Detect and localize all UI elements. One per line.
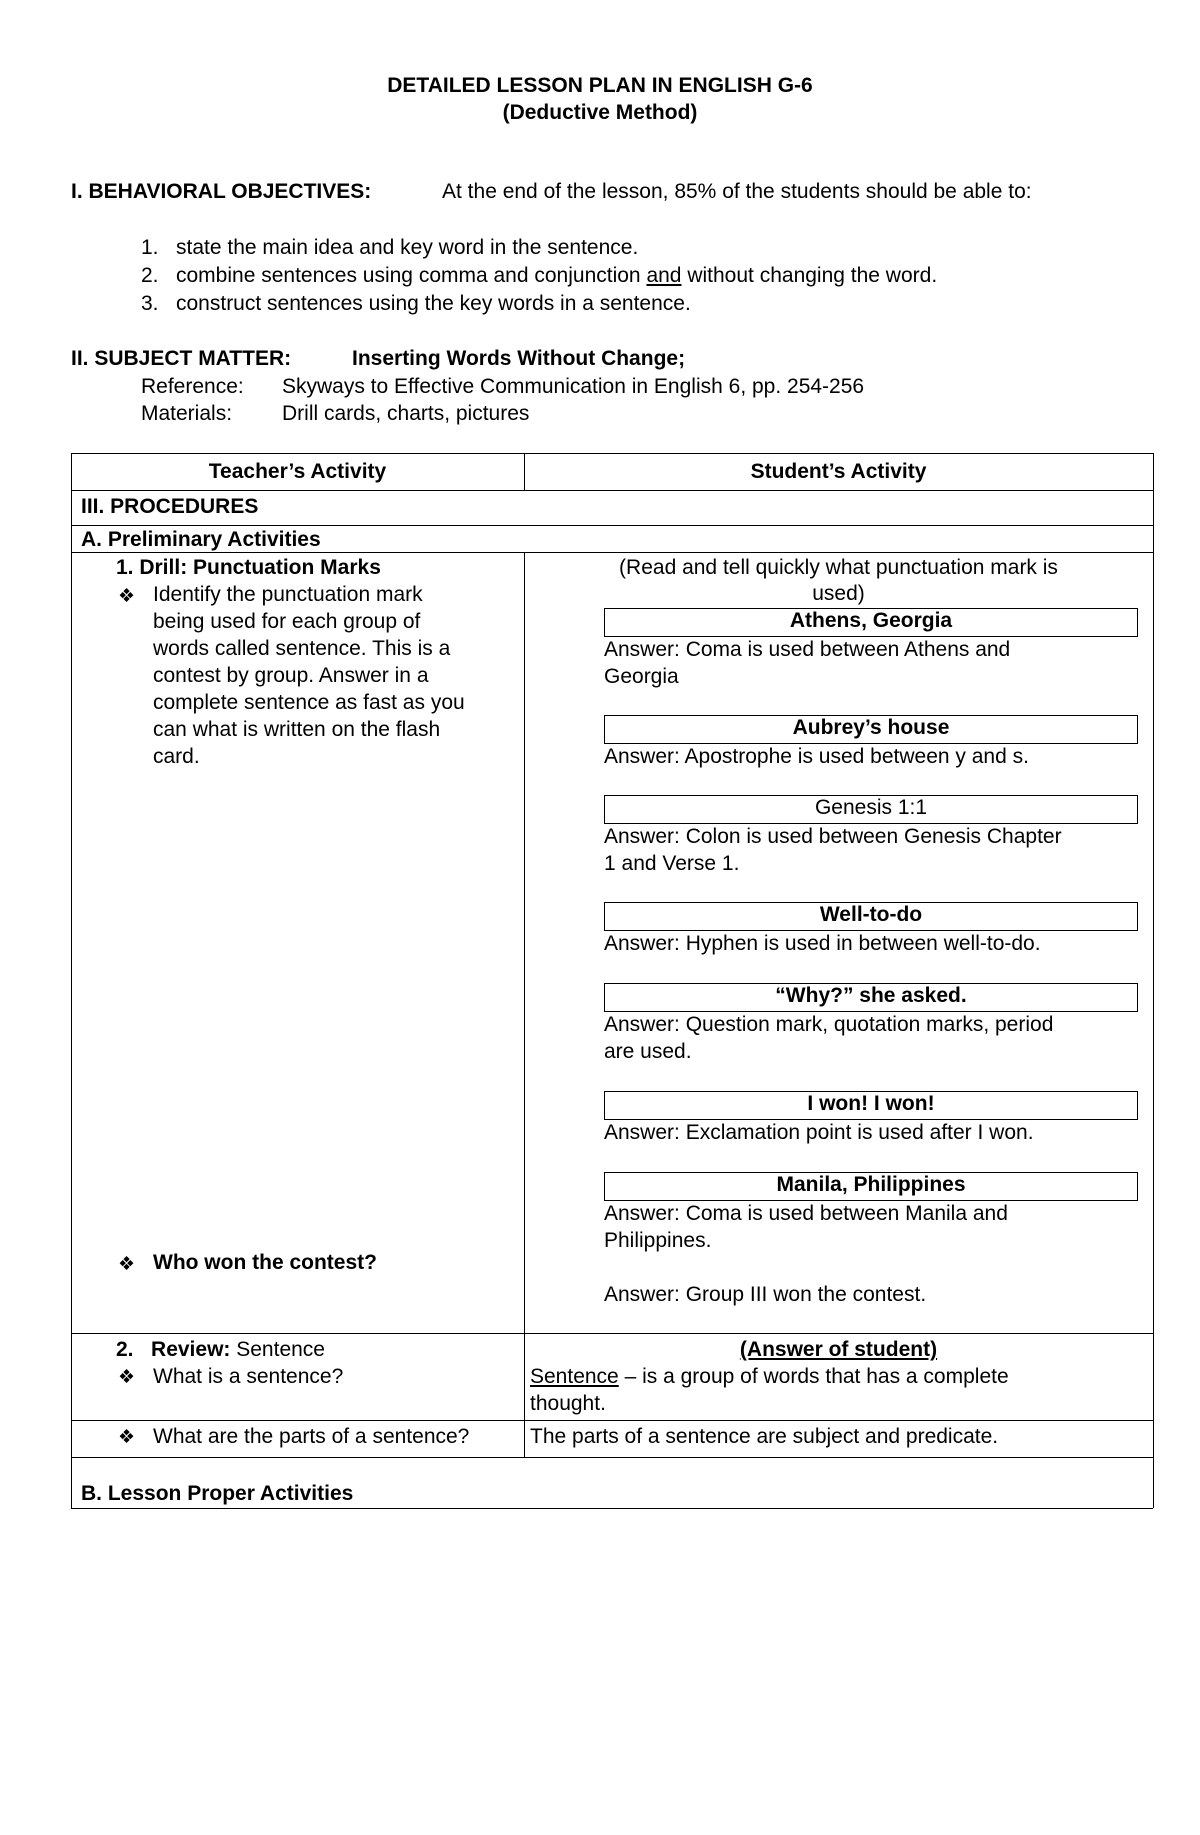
table-rule xyxy=(71,1508,1153,1509)
flash-card: Athens, Georgia xyxy=(604,608,1138,637)
table-rule xyxy=(71,1457,1153,1458)
reference-label: Reference: xyxy=(141,375,244,398)
card-answer: Answer: Coma is used between Manila and Philippines. xyxy=(604,1202,1008,1252)
card-answer: Answer: Question mark, quotation marks, period are used. xyxy=(604,1013,1054,1063)
materials-value: Drill cards, charts, pictures xyxy=(282,402,530,425)
table-rule xyxy=(71,1420,1153,1421)
flash-card: Genesis 1:1 xyxy=(604,795,1138,824)
card-answer: Answer: Hyphen is used in between well-to-do. xyxy=(604,932,1041,955)
objective-text: state the main idea and key word in the sentence. xyxy=(176,236,639,259)
reference-value: Skyways to Effective Communication in English 6, pp. 254-256 xyxy=(282,375,865,398)
flash-card: Manila, Philippines xyxy=(604,1172,1138,1201)
card-answer: Answer: Exclamation point is used after I won. xyxy=(604,1121,1034,1144)
table-rule xyxy=(524,552,525,1457)
activity-table xyxy=(71,453,1153,1508)
drill-question: Who won the contest? xyxy=(153,1251,377,1274)
review-answer: The parts of a sentence are subject and predicate. xyxy=(530,1425,999,1448)
column-header-student: Student’s Activity xyxy=(750,460,927,483)
objective-number: 1. xyxy=(141,236,159,259)
subject-matter-heading: II. SUBJECT MATTER: xyxy=(71,347,292,370)
objective-text: construct sentences using the key words in a sentence. xyxy=(176,292,691,315)
table-rule xyxy=(71,490,1153,491)
answer-header: (Answer of student) xyxy=(739,1338,938,1361)
review-question: What is a sentence? xyxy=(153,1365,344,1388)
student-instruction: (Read and tell quickly what punctuation mark is used) xyxy=(619,556,1058,605)
table-rule xyxy=(1153,453,1154,1508)
diamond-bullet-icon: ❖ xyxy=(118,1367,136,1388)
objective-number: 3. xyxy=(141,292,159,315)
document-title: DETAILED LESSON PLAN IN ENGLISH G-6 xyxy=(387,74,813,97)
diamond-bullet-icon: ❖ xyxy=(118,1427,136,1448)
review-question: What are the parts of a sentence? xyxy=(153,1425,470,1448)
column-header-teacher: Teacher’s Activity xyxy=(208,460,387,483)
flash-card: “Why?” she asked. xyxy=(604,983,1138,1012)
flash-card: I won! I won! xyxy=(604,1091,1138,1120)
materials-label: Materials: xyxy=(141,402,233,425)
drill-instructions: Identify the punctuation mark being used for each group of words called sentence. This is a contest by group. Answer in a complete sentence as fast as you can what is written on the flash card. xyxy=(153,583,465,768)
diamond-bullet-icon: ❖ xyxy=(118,586,136,607)
table-rule xyxy=(71,1333,1153,1334)
procedures-heading: III. PROCEDURES xyxy=(81,495,259,518)
diamond-bullet-icon: ❖ xyxy=(118,1254,136,1275)
objective-text: combine sentences using comma and conjunction and without changing the word. xyxy=(176,264,938,287)
objectives-heading: I. BEHAVIORAL OBJECTIVES: xyxy=(71,180,372,203)
table-rule xyxy=(71,453,1153,454)
flash-card: Well-to-do xyxy=(604,902,1138,931)
table-rule xyxy=(71,453,72,1508)
winner-answer: Answer: Group III won the contest. xyxy=(604,1283,927,1306)
objective-number: 2. xyxy=(141,264,159,287)
document-subtitle: (Deductive Method) xyxy=(502,101,698,124)
card-answer: Answer: Colon is used between Genesis Chapter 1 and Verse 1. xyxy=(604,825,1062,875)
card-answer: Answer: Apostrophe is used between y and s. xyxy=(604,745,1029,768)
flash-card: Aubrey’s house xyxy=(604,715,1138,744)
lesson-proper-heading: B. Lesson Proper Activities xyxy=(81,1482,354,1505)
subject-matter-topic: Inserting Words Without Change; xyxy=(352,347,686,370)
drill-heading: 1. Drill: Punctuation Marks xyxy=(116,556,381,579)
review-answer: Sentence – is a group of words that has a complete thought. xyxy=(530,1365,1009,1415)
review-heading: 2. Review: Sentence xyxy=(116,1338,325,1361)
objectives-intro: At the end of the lesson, 85% of the students should be able to: xyxy=(442,180,1032,203)
preliminary-heading: A. Preliminary Activities xyxy=(81,528,321,551)
card-answer: Answer: Coma is used between Athens and Georgia xyxy=(604,638,1011,688)
